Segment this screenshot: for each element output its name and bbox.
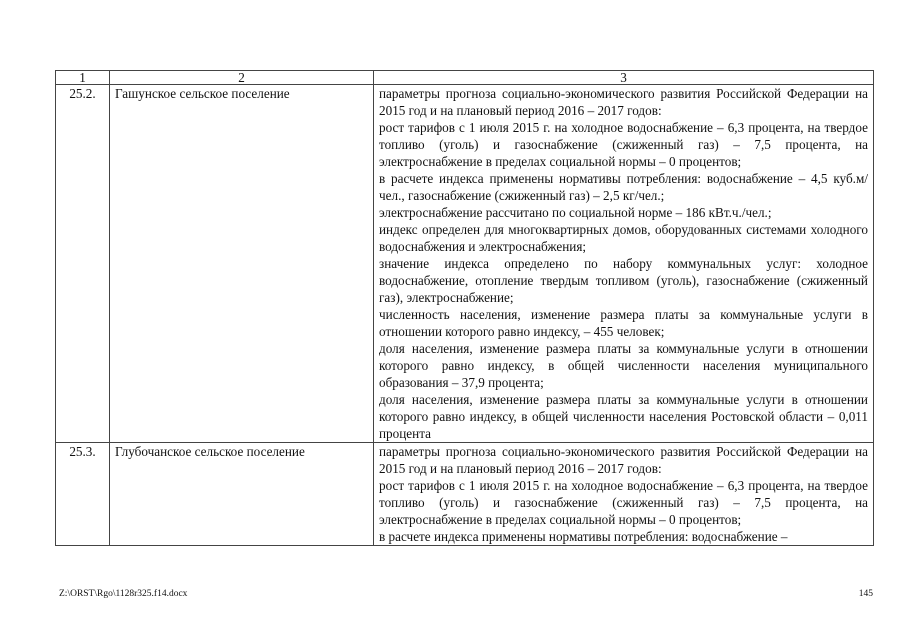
detail-paragraph: параметры прогноза социально-экономического развития Российской Федерации на 2015 год и на плановый период 2016 – 2017 годов: bbox=[379, 444, 868, 476]
detail-paragraph: рост тарифов с 1 июля 2015 г. на холодное водоснабжение – 6,3 процента, на твердое топливо (уголь) и газоснабжение (сжиженный газ) – 7,5 процента, на электроснабжение в пределах социальной нормы – 0 процентов; bbox=[379, 478, 868, 527]
detail-paragraph: доля населения, изменение размера платы за коммунальные услуги в отношении которого равно индексу, в общей численности населения муниципального образования – 37,9 процента; bbox=[379, 341, 868, 390]
table-header-row bbox=[56, 71, 874, 85]
row-number: 25.2. bbox=[56, 85, 110, 443]
row-number: 25.3. bbox=[56, 443, 110, 546]
header-col-1: 1 bbox=[56, 71, 110, 85]
detail-paragraph: в расчете индекса применены нормативы потребления: водоснабжение – bbox=[379, 529, 788, 544]
detail-paragraph: доля населения, изменение размера платы за коммунальные услуги в отношении которого равно индексу, в общей численности населения Ростовской области – 0,011 процента bbox=[379, 392, 868, 441]
detail-paragraph: рост тарифов с 1 июля 2015 г. на холодное водоснабжение – 6,3 процента, на твердое топливо (уголь) и газоснабжение (сжиженный газ) – 7,5 процента, на электроснабжение в пределах социальной нормы – 0 процентов; bbox=[379, 120, 868, 169]
header-col-2: 2 bbox=[110, 71, 374, 85]
detail-paragraph: значение индекса определено по набору коммунальных услуг: холодное водоснабжение, отопление твердым топливом (уголь), газоснабжение (сжиженный газ), электроснабжение; bbox=[379, 256, 868, 305]
row-details bbox=[374, 85, 874, 443]
table-row bbox=[56, 85, 874, 443]
document-table bbox=[55, 70, 874, 546]
detail-paragraph: параметры прогноза социально-экономического развития Российской Федерации на 2015 год и на плановый период 2016 – 2017 годов: bbox=[379, 86, 868, 118]
row-details bbox=[374, 443, 874, 546]
detail-paragraph: в расчете индекса применены нормативы потребления: водоснабжение – 4,5 куб.м/чел., газоснабжение (сжиженный газ) – 2,5 кг/чел.; bbox=[379, 171, 868, 203]
table-row bbox=[56, 443, 874, 546]
file-path: Z:\ORST\Rgo\1128r325.f14.docx bbox=[59, 589, 188, 599]
detail-paragraph: электроснабжение рассчитано по социальной норме – 186 кВт.ч./чел.; bbox=[379, 205, 772, 220]
detail-paragraph: численность населения, изменение размера платы за коммунальные услуги в отношении которого равно индексу, – 455 человек; bbox=[379, 307, 868, 339]
settlement-name: Глубочанское сельское поселение bbox=[110, 443, 374, 546]
settlement-name: Гашунское сельское поселение bbox=[110, 85, 374, 443]
detail-paragraph: индекс определен для многоквартирных домов, оборудованных системами холодного водоснабжения и электроснабжения; bbox=[379, 222, 868, 254]
page-number: 145 bbox=[858, 589, 873, 599]
header-col-3: 3 bbox=[374, 71, 874, 85]
